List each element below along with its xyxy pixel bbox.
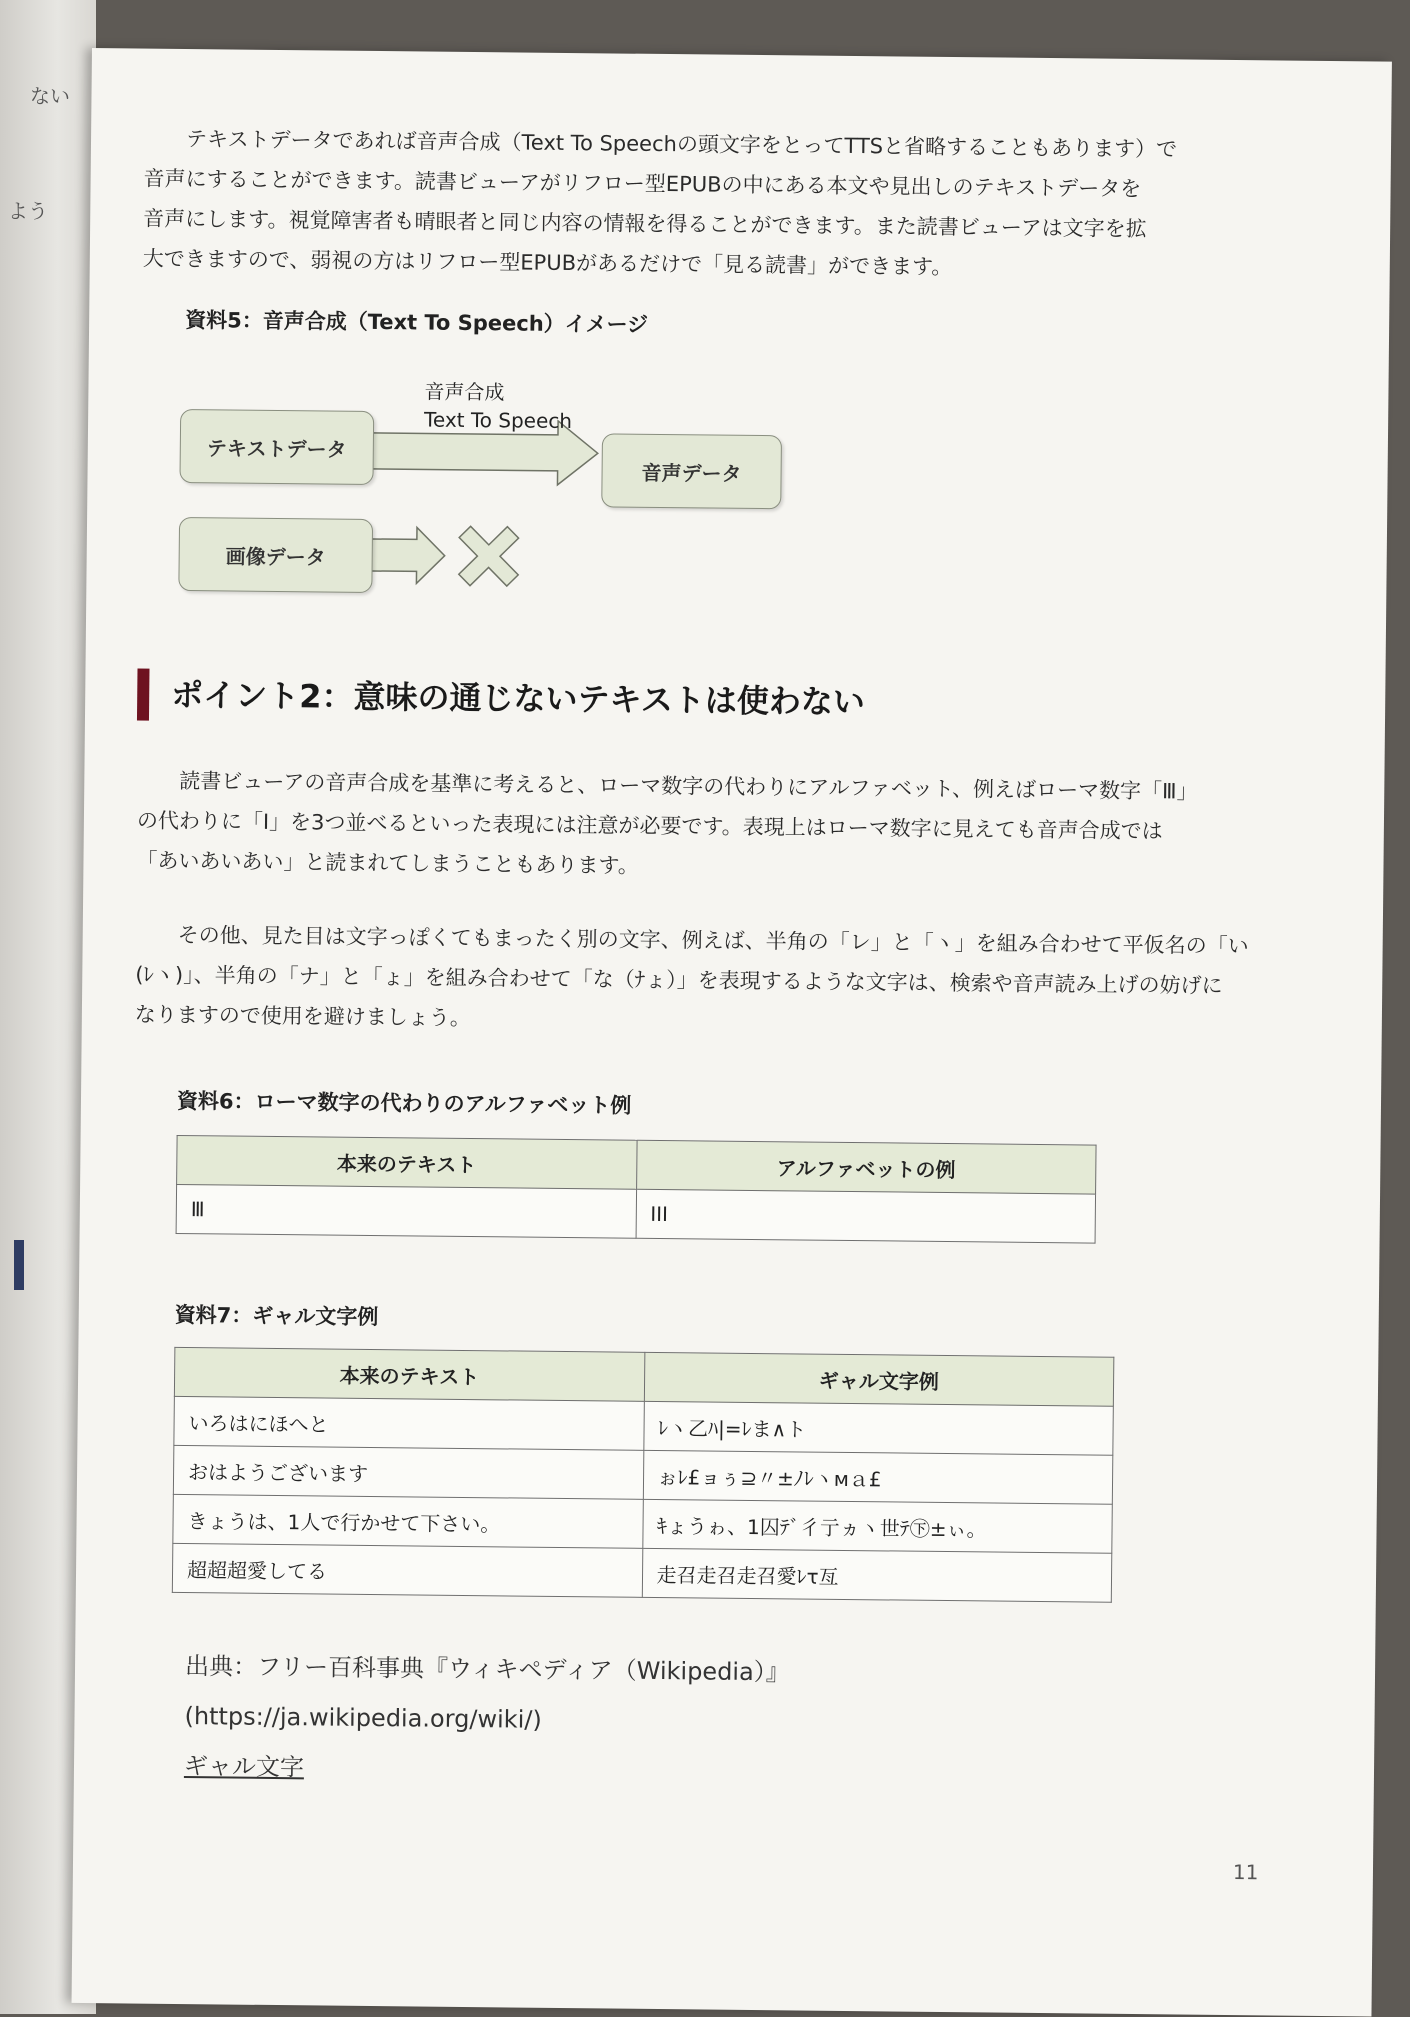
image-data-box: 画像データ (178, 517, 373, 593)
table-cell: いろはにほへと (174, 1396, 644, 1450)
gal-moji-table (172, 1347, 1115, 1603)
source-citation: 出典：フリー百科事典『ウィキペディア（Wikipedia）』 (https://ja.wikipedia.org/wiki/) ギャル文字 (184, 1641, 790, 1797)
body-paragraph-2: その他、見た目は文字っぽくてもまったく別の文字、例えば、半角の「レ」と「ヽ」を組み合わせて平仮名の「い (ﾚヽ)」、半角の「ナ」と「ょ」を組み合わせて「な（ﾅょ）」を表現するような文字は、検索や音声読み上げの妨げに なりますので使用を避けましょう。 (134, 922, 1249, 1031)
table7-caption: 資料7：ギャル文字例 (174, 1302, 379, 1330)
page-number: 11 (1232, 1860, 1259, 1885)
table-cell: 走召走召走召愛ﾚτ亙 (642, 1548, 1112, 1602)
tts-label: 音声合成 Text To Speech (424, 379, 573, 434)
table6-caption: 資料6：ローマ数字の代わりのアルファベット例 (176, 1088, 632, 1118)
table-cell: 超超超愛してる (172, 1543, 642, 1597)
previous-page-marker (14, 1240, 24, 1290)
figure5-caption: 資料5：音声合成（Text To Speech）イメージ (185, 307, 649, 337)
table-row (176, 1184, 1095, 1243)
alphabet-table (176, 1135, 1097, 1244)
previous-page-text-fragment: ない (30, 84, 70, 108)
source-link[interactable]: ギャル文字 (183, 1752, 305, 1782)
table-cell: ぉﾚ£ョぅ⊇〃±ﾉﾚヽмａ£ (643, 1450, 1113, 1504)
table-header: 本来のテキスト (177, 1135, 637, 1189)
text-data-box: テキストデータ (179, 409, 374, 485)
table-cell: ﾚヽ乙ﾊ|=ﾚま∧ト (643, 1401, 1113, 1455)
table-cell: Ⅲ (176, 1184, 636, 1238)
intro-paragraph: テキストデータであれば音声合成（Text To Speechの頭文字をとってTTSと省略することもあります）で 音声にすることができます。読書ビューアがリフロー型EPUBの中にある本文や見出しのテキストデータを 音声にします。視覚障害者も晴眼者と同じ内容の情報を得ることができます。また読書ビューアは文字を拡 大できますので、弱視の方はリフロー型EPUBがあるだけで「見る読書」ができます。 (142, 126, 1178, 280)
body-paragraph-1: 読書ビューアの音声合成を基準に考えると、ローマ数字の代わりにアルファベット、例えばローマ数字「Ⅲ」 の代わりに「I」を3つ並べるといった表現には注意が必要です。表現上はローマ数字に見えても音声合成では 「あいあいあい」と読まれてしまうこともあります。 (136, 768, 1198, 878)
document-page (72, 48, 1392, 2017)
audio-data-box: 音声データ (601, 433, 782, 509)
table-cell: きょうは、1人で行かせて下さい。 (173, 1494, 643, 1548)
section-heading: ポイント2：意味の通じないテキストは使わない (137, 669, 865, 729)
table-cell: III (636, 1189, 1096, 1243)
previous-page-text-fragment: よう (8, 199, 48, 223)
table-header: ギャル文字例 (644, 1352, 1114, 1406)
table-header: アルファベットの例 (636, 1140, 1096, 1194)
table-cell: ｷょうゎ、1囚ﾃﾞ彳亍ヵヽ世ﾃ㊦±ぃ。 (642, 1499, 1112, 1553)
table-row (172, 1543, 1111, 1602)
table-header: 本来のテキスト (174, 1347, 644, 1401)
table-cell: おはようございます (173, 1445, 643, 1499)
cross-icon (441, 508, 537, 604)
